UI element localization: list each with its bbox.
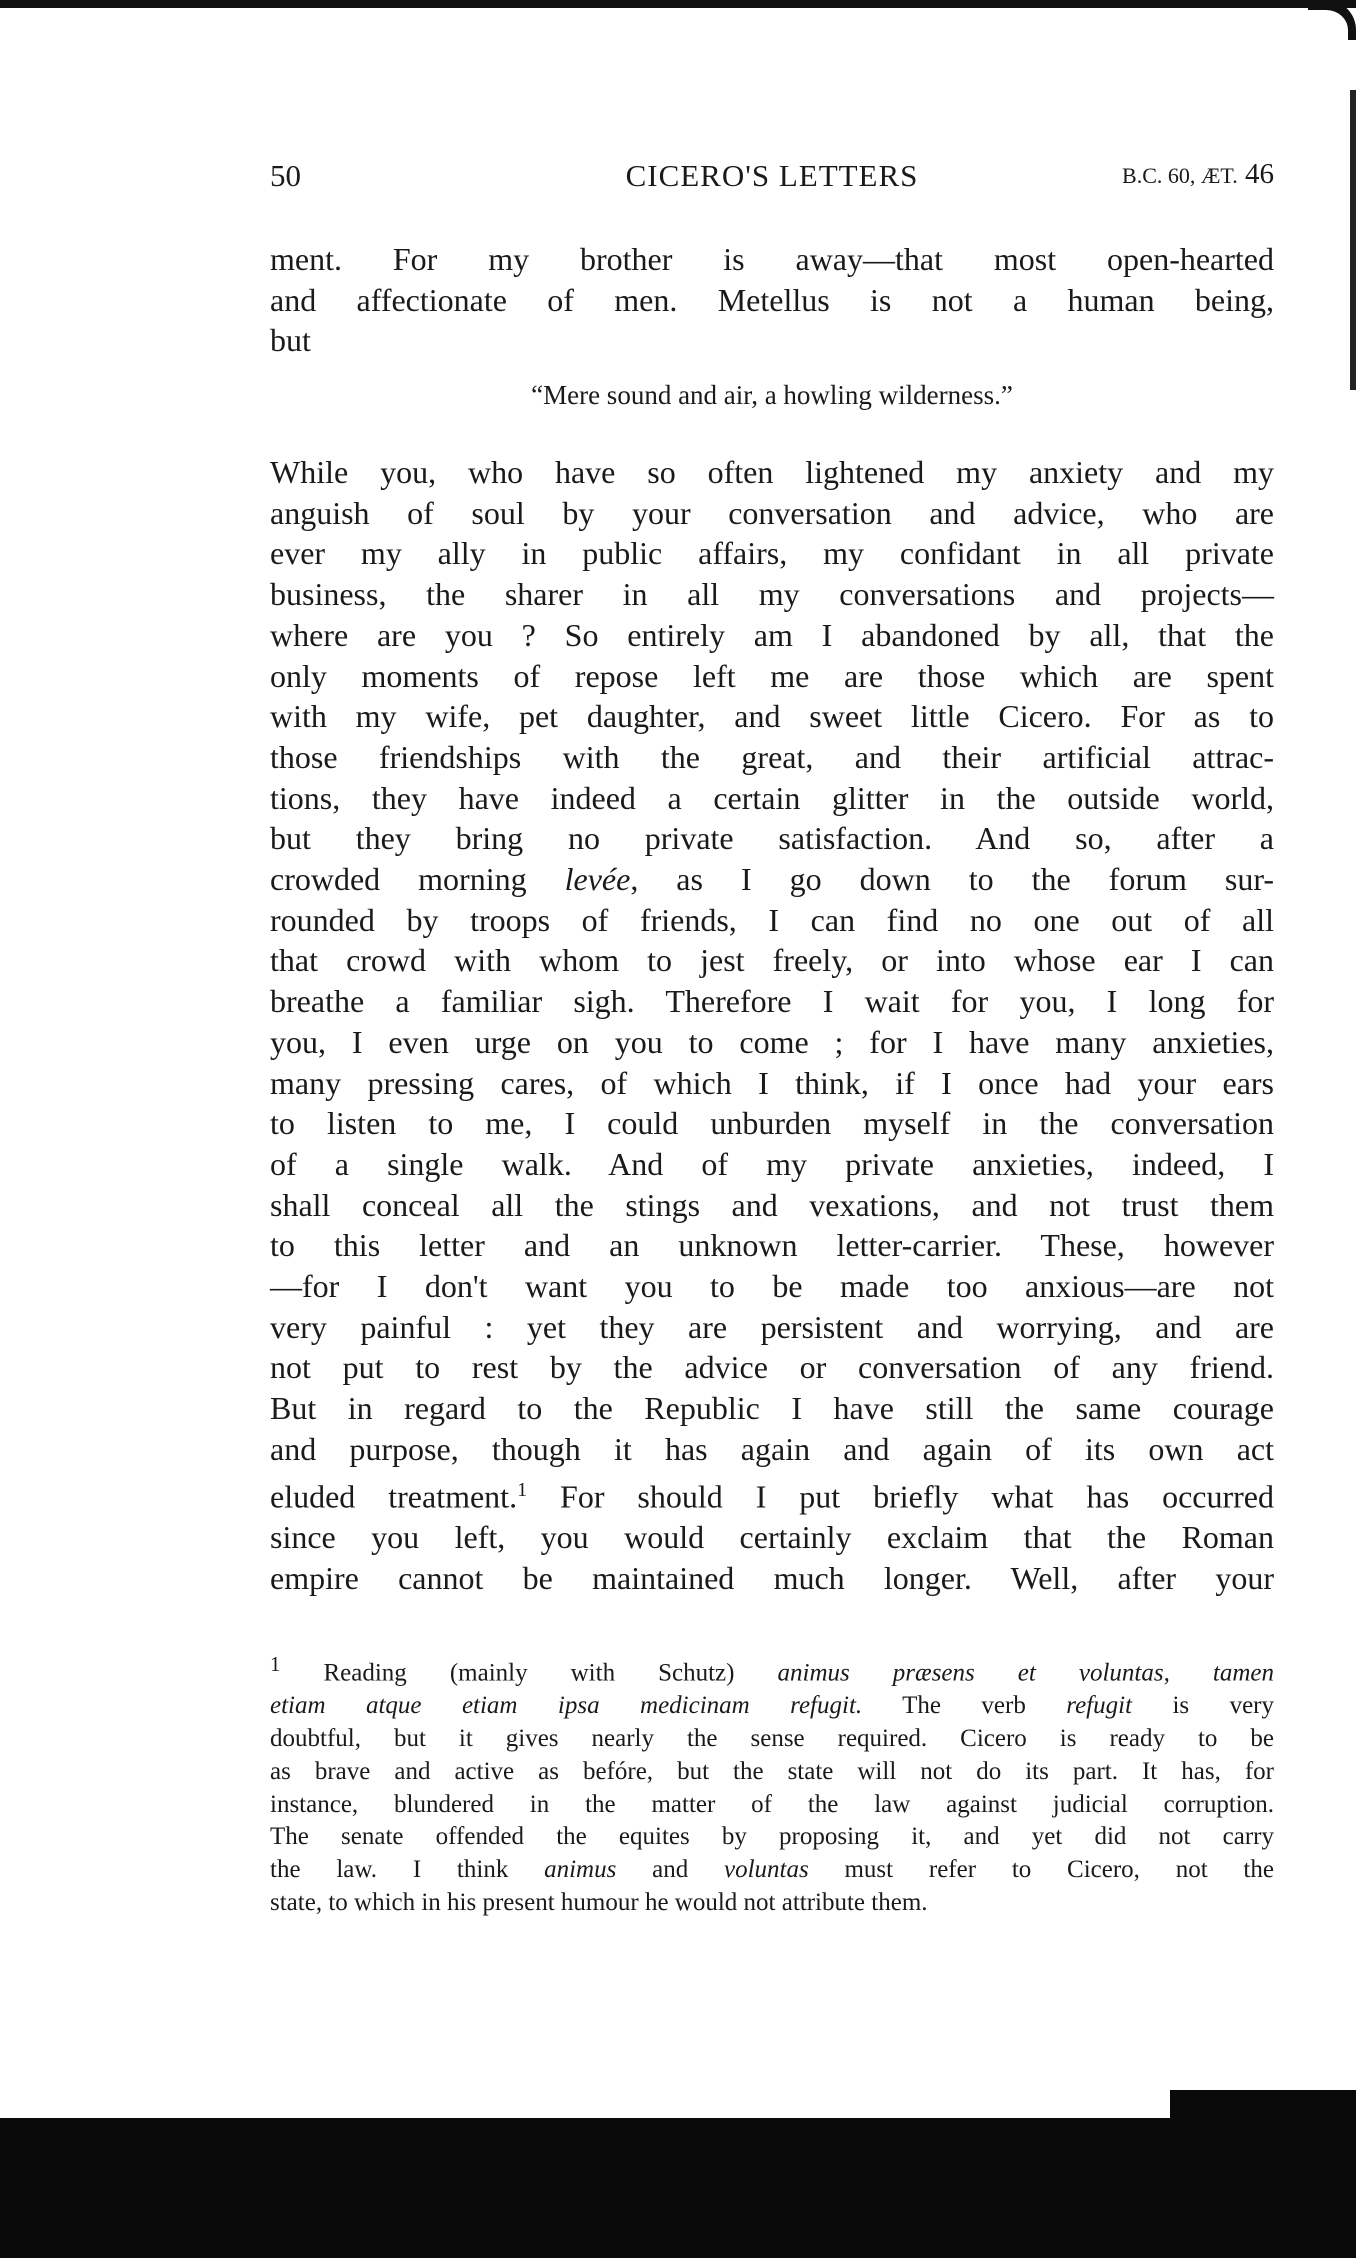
text-line: since you left, you would certainly exclaim that the Roman	[270, 1518, 1274, 1555]
text-line: as brave and active as befóre, but the state will not do its part. It has, for	[270, 1757, 1274, 1785]
text-line: ment. For my brother is away—that most open-hearted	[270, 241, 1274, 277]
paragraph-1	[270, 239, 1274, 361]
text-line: but they bring no private satisfaction. And so, after a	[270, 820, 1274, 857]
text-line: you, I even urge on you to come ; for I have many anxieties,	[270, 1023, 1274, 1060]
text-line: state, to which in his present humour he would not attribute them.	[270, 1888, 928, 1916]
text-line: with my wife, pet daughter, and sweet little Cicero. For as to	[270, 698, 1274, 735]
running-date: B.C. 60, ÆT. 46	[1122, 158, 1274, 190]
running-title: CICERO'S LETTERS	[625, 158, 919, 193]
paragraph-2	[270, 452, 1274, 1598]
text-line: etiam atque etiam ipsa medicinam refugit. The verb refugit is very	[270, 1692, 1274, 1720]
text-line: eluded treatment.$^1$ For should I put briefly what has occurred	[270, 1478, 1275, 1515]
text-line: —for I don't want you to be made too anxious—are not	[270, 1268, 1274, 1305]
text-line: The senate offended the equites by proposing it, and yet did not carry	[270, 1823, 1274, 1851]
text-line: of a single walk. And of my private anxieties, indeed, I	[270, 1145, 1274, 1182]
text-line: doubtful, but it gives nearly the sense required. Cicero is ready to be	[270, 1724, 1274, 1752]
page-right-edge	[1350, 90, 1356, 390]
text-line: $^1$ Reading (mainly with Schutz) animus præsens et voluntas, tamen	[270, 1652, 1274, 1687]
text-line: While you, who have so often lightened my anxiety and my	[270, 454, 1274, 490]
text-line: not put to rest by the advice or conversation of any friend.	[270, 1349, 1274, 1386]
text-line: and purpose, though it has again and again of its own act	[270, 1430, 1274, 1467]
text-line: many pressing cares, of which I think, if I once had your ears	[270, 1064, 1274, 1101]
text-line: to this letter and an unknown letter-carrier. These, however	[270, 1227, 1274, 1264]
text-line: only moments of repose left me are those which are spent	[270, 657, 1274, 694]
footnote-marker: 1	[270, 1652, 281, 1676]
page-number: 50	[270, 158, 301, 193]
text-line: anguish of soul by your conversation and advice, who are	[270, 494, 1274, 531]
text-line: that crowd with whom to jest freely, or into whose ear I can	[270, 942, 1274, 979]
text-line: crowded morning levée, as I go down to the forum sur-	[270, 861, 1275, 898]
text-line: and affectionate of men. Metellus is not a human being,	[270, 281, 1274, 318]
text-line: where are you ? So entirely am I abandoned by all, that the	[270, 616, 1274, 653]
page-top-edge	[0, 0, 1356, 8]
text-line: very painful : yet they are persistent and worrying, and are	[270, 1308, 1274, 1345]
scan-bottom-shadow	[0, 2118, 1356, 2258]
text-line: But in regard to the Republic I have still the same courage	[270, 1390, 1274, 1427]
footnote	[270, 1648, 1274, 1920]
verse-quote: “Mere sound and air, a howling wilderness.”	[531, 380, 1013, 410]
text-line: ever my ally in public affairs, my confidant in all private	[270, 535, 1274, 572]
text-line: but	[270, 322, 311, 359]
running-header	[270, 158, 1274, 202]
text-line: rounded by troops of friends, I can find no one out of all	[270, 901, 1274, 938]
text-line: those friendships with the great, and their artificial attrac-	[270, 738, 1274, 775]
text-line: instance, blundered in the matter of the law against judicial corruption.	[270, 1790, 1274, 1818]
footnote-ref: 1	[517, 1478, 528, 1501]
text-line: tions, they have indeed a certain glitter in the outside world,	[270, 779, 1274, 816]
text-line: breathe a familiar sigh. Therefore I wait for you, I long for	[270, 983, 1274, 1020]
text-line: business, the sharer in all my conversations and projects—	[270, 576, 1274, 613]
text-line: to listen to me, I could unburden myself in the conversation	[270, 1105, 1274, 1142]
text-line: shall conceal all the stings and vexations, and not trust them	[270, 1186, 1274, 1223]
text-line: the law. I think animus and voluntas must refer to Cicero, not the	[270, 1856, 1274, 1884]
text-line: empire cannot be maintained much longer. Well, after your	[270, 1559, 1274, 1596]
